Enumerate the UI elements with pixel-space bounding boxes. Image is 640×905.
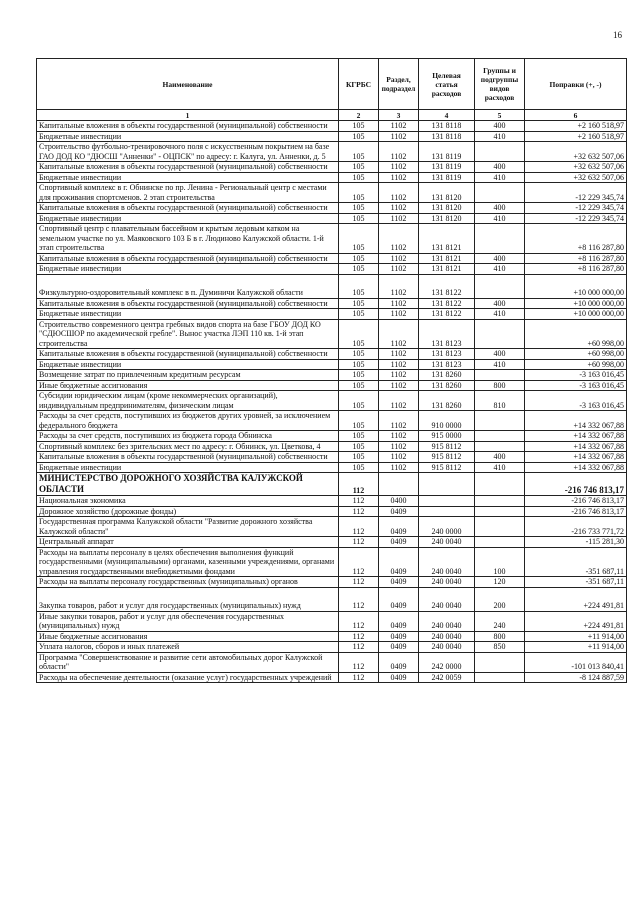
row-amount: +2 160 518,97 xyxy=(525,131,627,142)
row-group: 240 xyxy=(475,611,525,631)
row-target xyxy=(419,506,475,517)
row-amount: +60 998,00 xyxy=(525,349,627,360)
table-row xyxy=(37,652,627,672)
row-name: Бюджетные инвестиции xyxy=(37,359,339,370)
row-group: 200 xyxy=(475,587,525,611)
row-section: 1102 xyxy=(379,441,419,452)
row-group: 400 xyxy=(475,349,525,360)
row-amount: -12 229 345,74 xyxy=(525,183,627,203)
row-amount: -115 281,30 xyxy=(525,537,627,548)
row-group: 800 xyxy=(475,631,525,642)
page-number: 16 xyxy=(613,30,622,40)
column-number: 3 xyxy=(379,110,419,121)
row-name: Государственная программа Калужской области "Развитие дорожного хозяйства Калужской области" xyxy=(37,517,339,537)
row-section: 0400 xyxy=(379,496,419,507)
table-row xyxy=(37,131,627,142)
row-group: 410 xyxy=(475,359,525,370)
row-group: 400 xyxy=(475,121,525,132)
table-row xyxy=(37,349,627,360)
row-amount: -216 746 813,17 xyxy=(525,496,627,507)
row-target: 131 8260 xyxy=(419,391,475,411)
row-name: Расходы за счет средств, поступивших из бюджета города Обнинска xyxy=(37,431,339,442)
row-section: 1102 xyxy=(379,309,419,320)
row-name: Бюджетные инвестиции xyxy=(37,172,339,183)
row-section: 1102 xyxy=(379,411,419,431)
row-amount: -8 124 887,59 xyxy=(525,672,627,683)
row-kgrbs: 105 xyxy=(339,183,379,203)
table-row xyxy=(37,517,627,537)
row-section: 1102 xyxy=(379,121,419,132)
row-amount: -12 229 345,74 xyxy=(525,213,627,224)
table-row xyxy=(37,577,627,588)
table-row xyxy=(37,203,627,214)
table-row xyxy=(37,473,627,496)
row-section: 0409 xyxy=(379,537,419,548)
row-kgrbs: 105 xyxy=(339,253,379,264)
row-name: Расходы на обеспечение деятельности (оказание услуг) государственных учреждений xyxy=(37,672,339,683)
row-target: 131 8122 xyxy=(419,298,475,309)
budget-amendments-table xyxy=(36,58,627,683)
header-target: Целевая статья расходов xyxy=(419,59,475,110)
row-section xyxy=(379,473,419,496)
table-row xyxy=(37,253,627,264)
row-name: Строительство футбольно-тренировочного поля с искусственным покрытием на базе ГАО ДОД КО "ДЮСШ "Анненки" - ОЦПСК" по адресу: г. Калуга, ул. Анненки, д. 5 xyxy=(37,142,339,162)
table-row xyxy=(37,672,627,683)
table-row xyxy=(37,359,627,370)
table-row xyxy=(37,462,627,473)
row-amount: -216 746 813,17 xyxy=(525,506,627,517)
row-kgrbs: 112 xyxy=(339,547,379,577)
header-section: Раздел, подраздел xyxy=(379,59,419,110)
row-kgrbs: 105 xyxy=(339,319,379,349)
row-target: 915 8112 xyxy=(419,441,475,452)
row-group: 400 xyxy=(475,253,525,264)
column-number: 2 xyxy=(339,110,379,121)
row-section: 1102 xyxy=(379,162,419,173)
row-amount: -351 687,11 xyxy=(525,577,627,588)
row-kgrbs: 105 xyxy=(339,264,379,275)
row-section: 1102 xyxy=(379,298,419,309)
header-name: Наименование xyxy=(37,59,339,110)
row-section: 1102 xyxy=(379,213,419,224)
row-name: Уплата налогов, сборов и иных платежей xyxy=(37,642,339,653)
row-kgrbs: 105 xyxy=(339,224,379,254)
table-row xyxy=(37,298,627,309)
row-section: 0409 xyxy=(379,587,419,611)
table-row xyxy=(37,264,627,275)
row-name: Капитальные вложения в объекты государственной (муниципальной) собственности xyxy=(37,452,339,463)
row-name: Физкультурно-оздоровительный комплекс в п. Думиничи Калужской области xyxy=(37,274,339,298)
row-group: 100 xyxy=(475,547,525,577)
row-group xyxy=(475,274,525,298)
row-group: 410 xyxy=(475,213,525,224)
row-target: 131 8123 xyxy=(419,359,475,370)
row-kgrbs: 105 xyxy=(339,309,379,320)
row-name: Закупка товаров, работ и услуг для государственных (муниципальных) нужд xyxy=(37,587,339,611)
row-group xyxy=(475,319,525,349)
row-target: 915 8112 xyxy=(419,452,475,463)
row-kgrbs: 105 xyxy=(339,452,379,463)
row-name: Капитальные вложения в объекты государственной (муниципальной) собственности xyxy=(37,253,339,264)
row-group xyxy=(475,411,525,431)
row-target: 131 8122 xyxy=(419,274,475,298)
table-row xyxy=(37,370,627,381)
row-group xyxy=(475,506,525,517)
table-row xyxy=(37,319,627,349)
header-amount: Поправки (+, -) xyxy=(525,59,627,110)
row-name: Бюджетные инвестиции xyxy=(37,309,339,320)
row-name: Строительство современного центра гребных видов спорта на базе ГБОУ ДОД КО "СДЮСШОР по академической гребле". Вынос участка ЛЭП 110 кв. 1-й этап строительства xyxy=(37,319,339,349)
row-amount: -12 229 345,74 xyxy=(525,203,627,214)
row-name: Иные закупки товаров, работ и услуг для обеспечения государственных (муниципальных) нужд xyxy=(37,611,339,631)
row-name: Центральный аппарат xyxy=(37,537,339,548)
row-target: 131 8120 xyxy=(419,183,475,203)
row-section: 1102 xyxy=(379,224,419,254)
row-section: 1102 xyxy=(379,142,419,162)
row-target: 131 8260 xyxy=(419,370,475,381)
row-name: Капитальные вложения в объекты государственной (муниципальной) собственности xyxy=(37,349,339,360)
row-name: Бюджетные инвестиции xyxy=(37,462,339,473)
row-group: 810 xyxy=(475,391,525,411)
row-target: 240 0040 xyxy=(419,587,475,611)
table-row xyxy=(37,631,627,642)
row-section: 1102 xyxy=(379,203,419,214)
table-row xyxy=(37,213,627,224)
row-group: 120 xyxy=(475,577,525,588)
row-target: 240 0040 xyxy=(419,577,475,588)
row-target: 910 0000 xyxy=(419,411,475,431)
row-target xyxy=(419,473,475,496)
row-group xyxy=(475,142,525,162)
row-group xyxy=(475,652,525,672)
row-target: 242 0059 xyxy=(419,672,475,683)
column-number: 5 xyxy=(475,110,525,121)
row-kgrbs: 105 xyxy=(339,172,379,183)
row-target: 131 8118 xyxy=(419,131,475,142)
row-section: 0409 xyxy=(379,517,419,537)
row-target: 131 8119 xyxy=(419,172,475,183)
row-kgrbs: 105 xyxy=(339,380,379,391)
row-name: МИНИСТЕРСТВО ДОРОЖНОГО ХОЗЯЙСТВА КАЛУЖСКОЙ ОБЛАСТИ xyxy=(37,473,339,496)
column-numbers-row xyxy=(37,110,627,121)
row-amount: +224 491,81 xyxy=(525,611,627,631)
row-section: 0409 xyxy=(379,642,419,653)
row-amount: +14 332 067,88 xyxy=(525,411,627,431)
row-kgrbs: 112 xyxy=(339,611,379,631)
row-group: 410 xyxy=(475,462,525,473)
row-group: 410 xyxy=(475,309,525,320)
row-name: Дорожное хозяйство (дорожные фонды) xyxy=(37,506,339,517)
row-name: Программа "Совершенствование и развитие сети автомобильных дорог Калужской области" xyxy=(37,652,339,672)
row-name: Возмещение затрат по привлеченным кредитным ресурсам xyxy=(37,370,339,381)
row-section: 1102 xyxy=(379,380,419,391)
row-kgrbs: 105 xyxy=(339,359,379,370)
row-amount: -3 163 016,45 xyxy=(525,370,627,381)
table-header-row xyxy=(37,59,627,110)
row-group xyxy=(475,517,525,537)
row-section: 1102 xyxy=(379,359,419,370)
row-target: 915 0000 xyxy=(419,431,475,442)
row-group: 400 xyxy=(475,452,525,463)
row-target: 131 8260 xyxy=(419,380,475,391)
row-amount: +14 332 067,88 xyxy=(525,462,627,473)
table-row xyxy=(37,611,627,631)
row-section: 1102 xyxy=(379,462,419,473)
row-amount: +8 116 287,80 xyxy=(525,253,627,264)
row-section: 1102 xyxy=(379,391,419,411)
row-name: Национальная экономика xyxy=(37,496,339,507)
row-section: 1102 xyxy=(379,319,419,349)
row-kgrbs: 105 xyxy=(339,349,379,360)
table-row xyxy=(37,547,627,577)
table-row xyxy=(37,183,627,203)
row-kgrbs: 112 xyxy=(339,506,379,517)
row-target: 131 8120 xyxy=(419,213,475,224)
row-section: 0409 xyxy=(379,506,419,517)
table-row xyxy=(37,274,627,298)
row-kgrbs: 105 xyxy=(339,462,379,473)
row-kgrbs: 112 xyxy=(339,496,379,507)
row-section: 1102 xyxy=(379,431,419,442)
row-amount: -216 733 771,72 xyxy=(525,517,627,537)
table-row xyxy=(37,506,627,517)
row-amount: +10 000 000,00 xyxy=(525,274,627,298)
row-amount: +60 998,00 xyxy=(525,359,627,370)
row-section: 1102 xyxy=(379,370,419,381)
row-kgrbs: 105 xyxy=(339,411,379,431)
row-section: 0409 xyxy=(379,631,419,642)
header-group: Группы и подгруппы видов расходов xyxy=(475,59,525,110)
row-section: 1102 xyxy=(379,253,419,264)
row-kgrbs: 112 xyxy=(339,537,379,548)
row-target xyxy=(419,496,475,507)
row-kgrbs: 105 xyxy=(339,298,379,309)
table-row xyxy=(37,537,627,548)
row-name: Иные бюджетные ассигнования xyxy=(37,631,339,642)
row-name: Бюджетные инвестиции xyxy=(37,131,339,142)
row-target: 131 8123 xyxy=(419,319,475,349)
table-row xyxy=(37,452,627,463)
row-amount: -216 746 813,17 xyxy=(525,473,627,496)
row-target: 240 0040 xyxy=(419,611,475,631)
row-kgrbs: 105 xyxy=(339,121,379,132)
table-row xyxy=(37,142,627,162)
row-group: 800 xyxy=(475,380,525,391)
row-amount: -3 163 016,45 xyxy=(525,391,627,411)
row-amount: +224 491,81 xyxy=(525,587,627,611)
row-section: 0409 xyxy=(379,652,419,672)
table-row xyxy=(37,224,627,254)
row-amount: +8 116 287,80 xyxy=(525,264,627,275)
row-group xyxy=(475,473,525,496)
table-row xyxy=(37,642,627,653)
row-section: 1102 xyxy=(379,274,419,298)
row-name: Капитальные вложения в объекты государственной (муниципальной) собственности xyxy=(37,298,339,309)
row-group: 410 xyxy=(475,131,525,142)
row-name: Спортивный комплекс без зрительских мест по адресу: г. Обнинск, ул. Цветкова, 4 xyxy=(37,441,339,452)
row-group xyxy=(475,441,525,452)
row-group xyxy=(475,224,525,254)
row-kgrbs: 105 xyxy=(339,441,379,452)
row-section: 1102 xyxy=(379,264,419,275)
row-target: 240 0000 xyxy=(419,517,475,537)
row-name: Капитальные вложения в объекты государственной (муниципальной) собственности xyxy=(37,203,339,214)
row-name: Спортивный комплекс в г. Обнинске по пр. Ленина - Региональный центр с местами для проживания спортсменов. 2 этап строительства xyxy=(37,183,339,203)
row-group xyxy=(475,537,525,548)
table-row xyxy=(37,411,627,431)
row-section: 1102 xyxy=(379,183,419,203)
row-target: 131 8119 xyxy=(419,142,475,162)
row-target: 240 0040 xyxy=(419,547,475,577)
row-section: 0409 xyxy=(379,672,419,683)
row-amount: +32 632 507,06 xyxy=(525,162,627,173)
row-amount: +32 632 507,06 xyxy=(525,142,627,162)
row-section: 0409 xyxy=(379,547,419,577)
row-group xyxy=(475,431,525,442)
row-kgrbs: 105 xyxy=(339,391,379,411)
row-group xyxy=(475,183,525,203)
row-amount: +14 332 067,88 xyxy=(525,452,627,463)
table-row xyxy=(37,309,627,320)
header-kgrbs: КГРБС xyxy=(339,59,379,110)
row-group: 400 xyxy=(475,162,525,173)
row-name: Бюджетные инвестиции xyxy=(37,264,339,275)
row-kgrbs: 105 xyxy=(339,142,379,162)
row-group: 410 xyxy=(475,264,525,275)
row-kgrbs: 105 xyxy=(339,131,379,142)
row-group: 410 xyxy=(475,172,525,183)
table-row xyxy=(37,172,627,183)
row-section: 0409 xyxy=(379,611,419,631)
table-row xyxy=(37,441,627,452)
row-target: 240 0040 xyxy=(419,537,475,548)
row-section: 1102 xyxy=(379,349,419,360)
row-section: 0409 xyxy=(379,577,419,588)
row-target: 131 8121 xyxy=(419,264,475,275)
row-name: Спортивный центр с плавательным бассейном и крытым ледовым катком на земельном участке по ул. Маяковского 103 Б в г. Людиново Калужской области. 1-й этап строительства xyxy=(37,224,339,254)
row-name: Иные бюджетные ассигнования xyxy=(37,380,339,391)
row-name: Расходы за счет средств, поступивших из бюджетов других уровней, за исключением федерального бюджета xyxy=(37,411,339,431)
row-kgrbs: 112 xyxy=(339,672,379,683)
row-name: Расходы на выплаты персоналу государственных (муниципальных) органов xyxy=(37,577,339,588)
row-target: 131 8118 xyxy=(419,121,475,132)
row-kgrbs: 112 xyxy=(339,517,379,537)
row-group: 400 xyxy=(475,298,525,309)
row-group: 400 xyxy=(475,203,525,214)
row-kgrbs: 112 xyxy=(339,631,379,642)
table-body xyxy=(37,121,627,683)
table-row xyxy=(37,162,627,173)
row-amount: -3 163 016,45 xyxy=(525,380,627,391)
row-kgrbs: 112 xyxy=(339,652,379,672)
row-kgrbs: 105 xyxy=(339,274,379,298)
row-amount: +2 160 518,97 xyxy=(525,121,627,132)
table-row xyxy=(37,587,627,611)
row-kgrbs: 105 xyxy=(339,431,379,442)
column-number: 4 xyxy=(419,110,475,121)
row-amount: +8 116 287,80 xyxy=(525,224,627,254)
row-target: 131 8123 xyxy=(419,349,475,360)
table-row xyxy=(37,121,627,132)
row-kgrbs: 105 xyxy=(339,162,379,173)
row-group xyxy=(475,672,525,683)
row-amount: +10 000 000,00 xyxy=(525,298,627,309)
column-number: 6 xyxy=(525,110,627,121)
row-target: 131 8120 xyxy=(419,203,475,214)
row-group xyxy=(475,370,525,381)
row-target: 240 0040 xyxy=(419,642,475,653)
row-target: 915 8112 xyxy=(419,462,475,473)
row-kgrbs: 112 xyxy=(339,473,379,496)
row-name: Бюджетные инвестиции xyxy=(37,213,339,224)
row-target: 131 8121 xyxy=(419,224,475,254)
column-number: 1 xyxy=(37,110,339,121)
table-row xyxy=(37,496,627,507)
row-target: 131 8122 xyxy=(419,309,475,320)
row-section: 1102 xyxy=(379,131,419,142)
row-kgrbs: 105 xyxy=(339,370,379,381)
row-amount: +60 998,00 xyxy=(525,319,627,349)
row-group: 850 xyxy=(475,642,525,653)
row-amount: +32 632 507,06 xyxy=(525,172,627,183)
row-name: Капитальные вложения в объекты государственной (муниципальной) собственности xyxy=(37,121,339,132)
row-amount: +10 000 000,00 xyxy=(525,309,627,320)
row-kgrbs: 105 xyxy=(339,203,379,214)
row-kgrbs: 112 xyxy=(339,642,379,653)
row-name: Расходы на выплаты персоналу в целях обеспечения выполнения функций государственными (муниципальными) органами, казенными учреждениями, органами управления государственными внебюджетными фондами xyxy=(37,547,339,577)
row-target: 131 8119 xyxy=(419,162,475,173)
row-amount: +14 332 067,88 xyxy=(525,441,627,452)
row-name: Капитальные вложения в объекты государственной (муниципальной) собственности xyxy=(37,162,339,173)
row-amount: +14 332 067,88 xyxy=(525,431,627,442)
row-kgrbs: 105 xyxy=(339,213,379,224)
table-row xyxy=(37,391,627,411)
table-row xyxy=(37,431,627,442)
row-target: 242 0000 xyxy=(419,652,475,672)
row-section: 1102 xyxy=(379,172,419,183)
row-group xyxy=(475,496,525,507)
row-section: 1102 xyxy=(379,452,419,463)
table-row xyxy=(37,380,627,391)
row-target: 240 0040 xyxy=(419,631,475,642)
row-target: 131 8121 xyxy=(419,253,475,264)
row-amount: -351 687,11 xyxy=(525,547,627,577)
row-amount: +11 914,00 xyxy=(525,631,627,642)
row-name: Субсидии юридическим лицам (кроме некоммерческих организаций), индивидуальным предпринимателям, физическим лицам xyxy=(37,391,339,411)
row-kgrbs: 112 xyxy=(339,577,379,588)
row-kgrbs: 112 xyxy=(339,587,379,611)
row-amount: +11 914,00 xyxy=(525,642,627,653)
row-amount: -101 013 840,41 xyxy=(525,652,627,672)
